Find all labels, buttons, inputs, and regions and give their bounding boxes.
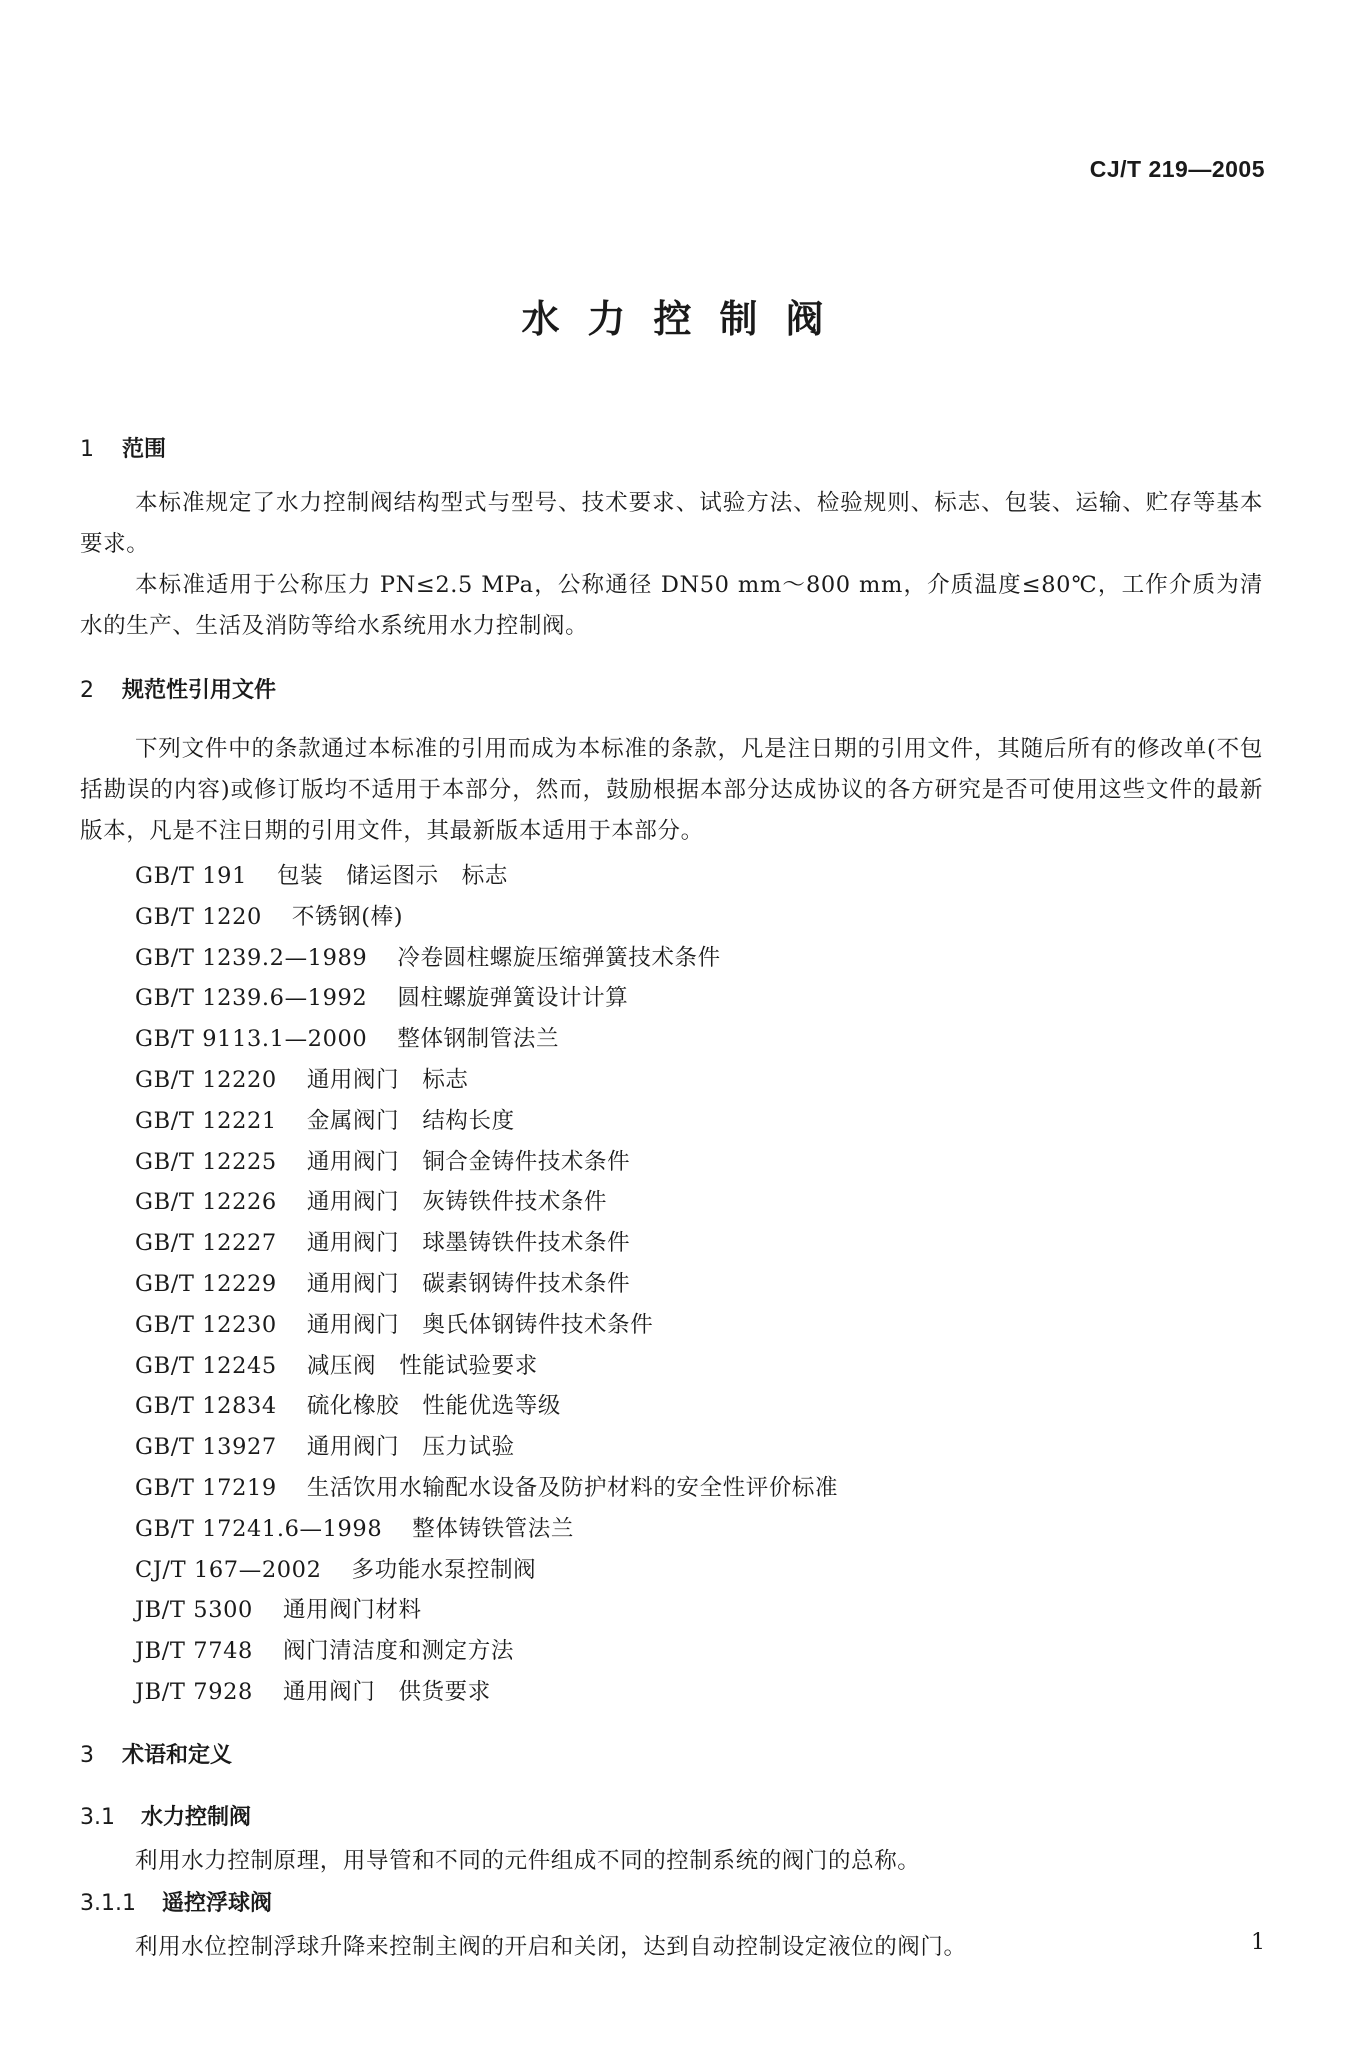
reference-item (135, 1468, 838, 1509)
reference-item (135, 1142, 838, 1183)
subsection-title: 遥控浮球阀 (161, 1891, 272, 1916)
page-number: 1 (1251, 1930, 1265, 1955)
reference-title: 生活饮用水输配水设备及防护材料的安全性评价标准 (306, 1474, 839, 1501)
reference-item (135, 1019, 838, 1060)
reference-title: 通用阀门 灰铸铁件技术条件 (306, 1189, 608, 1216)
subsection-3-1-heading (80, 1800, 251, 1831)
section-title: 术语和定义 (122, 1743, 233, 1768)
reference-code: GB/T 12834 (135, 1393, 277, 1420)
reference-title: 圆柱螺旋弹簧设计计算 (397, 985, 629, 1012)
reference-item (135, 1590, 838, 1631)
reference-title: 减压阀 性能试验要求 (306, 1352, 538, 1379)
reference-code: GB/T 17219 (135, 1474, 277, 1501)
section-2-heading (80, 673, 276, 704)
reference-code: GB/T 12227 (135, 1230, 277, 1257)
reference-title: 整体铸铁管法兰 (412, 1515, 574, 1542)
reference-code: CJ/T 167—2002 (135, 1556, 322, 1583)
reference-title: 冷卷圆柱螺旋压缩弹簧技术条件 (397, 944, 721, 971)
reference-code: GB/T 12230 (135, 1311, 277, 1338)
reference-item (135, 856, 838, 897)
reference-item (135, 1101, 838, 1142)
reference-item (135, 938, 838, 979)
reference-title: 不锈钢(棒) (291, 903, 404, 930)
section-number: 3 (80, 1743, 94, 1768)
reference-item (135, 1060, 838, 1101)
reference-code: GB/T 12225 (135, 1148, 277, 1175)
reference-item (135, 1182, 838, 1223)
reference-item (135, 1223, 838, 1264)
section-number: 1 (80, 437, 94, 462)
reference-code: GB/T 12245 (135, 1352, 277, 1379)
reference-code: GB/T 1239.6—1992 (135, 985, 368, 1012)
reference-item (135, 1631, 838, 1672)
reference-code: GB/T 12221 (135, 1107, 277, 1134)
reference-title: 通用阀门 供货要求 (282, 1678, 491, 1705)
reference-item (135, 1386, 838, 1427)
reference-code: GB/T 9113.1—2000 (135, 1026, 368, 1053)
reference-item (135, 1550, 838, 1591)
reference-title: 通用阀门 标志 (306, 1066, 469, 1093)
reference-title: 整体钢制管法兰 (397, 1026, 560, 1053)
reference-code: JB/T 5300 (135, 1597, 253, 1624)
reference-code: GB/T 13927 (135, 1434, 277, 1461)
reference-item (135, 1346, 838, 1387)
reference-item (135, 1264, 838, 1305)
reference-title: 通用阀门 碳素钢铸件技术条件 (306, 1270, 631, 1297)
section-1-paragraph-2: 本标准适用于公称压力 PN≤2.5 MPa，公称通径 DN50 mm～800 mm，介质温度≤80℃，工作介质为清水的生产、生活及消防等给水系统用水力控制阀。 (80, 572, 1263, 639)
reference-title: 通用阀门 奥氏体钢铸件技术条件 (306, 1311, 654, 1338)
reference-item (135, 1305, 838, 1346)
subsection-number: 3.1 (80, 1805, 115, 1830)
reference-title: 阀门清洁度和测定方法 (282, 1638, 514, 1665)
subsection-title: 水力控制阀 (141, 1805, 252, 1830)
section-number: 2 (80, 678, 94, 703)
reference-item (135, 1509, 838, 1550)
document-title: 水力控制阀 (521, 297, 852, 341)
reference-title: 通用阀门材料 (282, 1597, 422, 1624)
subsection-3-1-text: 利用水力控制原理，用导管和不同的元件组成不同的控制系统的阀门的总称。 (135, 1848, 921, 1874)
section-1-paragraph-1: 本标准规定了水力控制阀结构型式与型号、技术要求、试验方法、检验规则、标志、包装、运输、贮存等基本要求。 (80, 490, 1263, 557)
section-title: 范围 (122, 437, 167, 462)
section-1-heading (80, 432, 166, 463)
reference-code: JB/T 7748 (135, 1638, 253, 1665)
reference-item (135, 1427, 838, 1468)
reference-code: GB/T 1220 (135, 903, 262, 930)
reference-code: GB/T 12226 (135, 1189, 277, 1216)
reference-code: GB/T 12229 (135, 1270, 277, 1297)
standard-code: CJ/T 219—2005 (1089, 156, 1265, 182)
reference-title: 通用阀门 压力试验 (306, 1434, 515, 1461)
section-title: 规范性引用文件 (122, 678, 277, 703)
reference-list (135, 856, 838, 1713)
reference-title: 包装 储运图示 标志 (277, 863, 509, 889)
reference-title: 通用阀门 球墨铸铁件技术条件 (306, 1230, 631, 1257)
reference-code: JB/T 7928 (135, 1678, 253, 1705)
reference-title: 金属阀门 结构长度 (306, 1107, 515, 1134)
reference-item (135, 978, 838, 1019)
reference-item (135, 1672, 838, 1713)
reference-code: GB/T 191 (135, 863, 247, 889)
subsection-number: 3.1.1 (80, 1891, 136, 1916)
section-3-heading (80, 1738, 232, 1769)
reference-code: GB/T 17241.6—1998 (135, 1515, 383, 1542)
subsection-3-1-1-heading (80, 1886, 272, 1917)
reference-item (135, 897, 838, 938)
reference-code: GB/T 12220 (135, 1066, 277, 1093)
section-2-intro: 下列文件中的条款通过本标准的引用而成为本标准的条款，凡是注日期的引用文件，其随后所有的修改单(不包括勘误的内容)或修订版均不适用于本部分，然而，鼓励根据本部分达成协议的各方研究是否可使用这些文件的最新版本，凡是不注日期的引用文件，其最新版本适用于本部分。 (80, 736, 1263, 844)
reference-title: 通用阀门 铜合金铸件技术条件 (306, 1148, 631, 1175)
reference-title: 多功能水泵控制阀 (351, 1556, 537, 1583)
reference-title: 硫化橡胶 性能优选等级 (306, 1393, 561, 1420)
reference-code: GB/T 1239.2—1989 (135, 944, 368, 971)
subsection-3-1-1-text: 利用水位控制浮球升降来控制主阀的开启和关闭，达到自动控制设定液位的阀门。 (135, 1934, 967, 1960)
